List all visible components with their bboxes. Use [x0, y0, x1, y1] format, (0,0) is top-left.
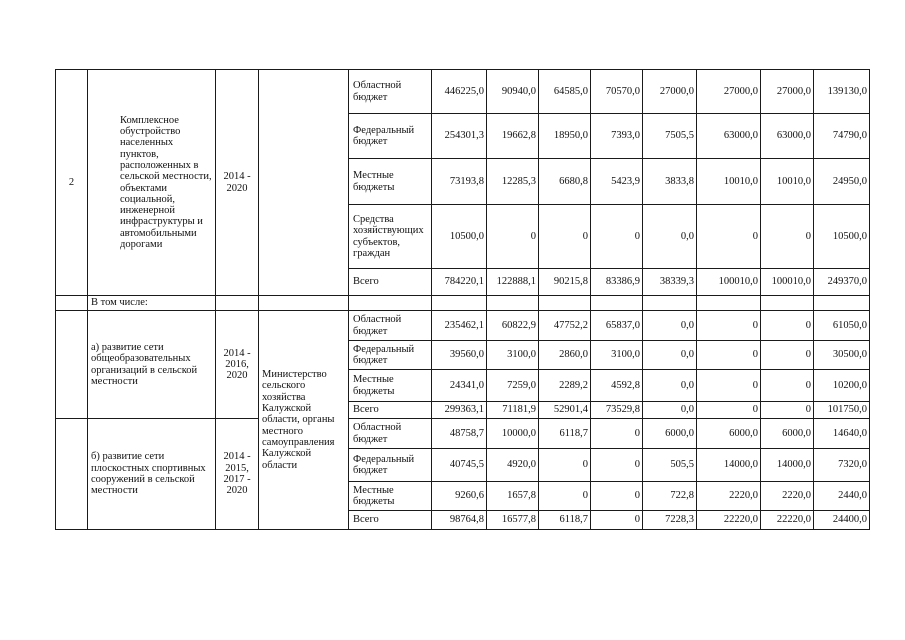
value-cell: 98764,8 [432, 511, 487, 530]
value-cell: 0 [761, 311, 814, 341]
value-cell: 0 [697, 205, 761, 269]
value-cell: 0 [539, 482, 591, 511]
value-cell: 16577,8 [487, 511, 539, 530]
empty-number-cell [56, 419, 88, 530]
value-cell: 83386,9 [591, 269, 643, 296]
value-cell: 2289,2 [539, 370, 591, 402]
value-cell: 48758,7 [432, 419, 487, 449]
value-cell: 722,8 [643, 482, 697, 511]
value-cell: 7505,5 [643, 114, 697, 159]
value-cell: 70570,0 [591, 70, 643, 114]
value-cell: 64585,0 [539, 70, 591, 114]
value-cell: 10500,0 [432, 205, 487, 269]
value-cell: 30500,0 [814, 341, 870, 370]
value-cell: 0 [697, 341, 761, 370]
program-title: Комплексное обустройство населенных пунктов, расположенных в сельской местности, объектами социальной, инженерной инфраструктуры и автомобильными дорогами [88, 70, 216, 296]
empty-cell [761, 296, 814, 311]
value-cell: 6118,7 [539, 511, 591, 530]
funding-source: Федеральный бюджет [349, 449, 432, 482]
value-cell: 0 [591, 482, 643, 511]
value-cell: 10500,0 [814, 205, 870, 269]
value-cell: 10010,0 [761, 159, 814, 205]
value-cell: 0 [539, 449, 591, 482]
value-cell: 3100,0 [591, 341, 643, 370]
value-cell: 63000,0 [761, 114, 814, 159]
value-cell: 784220,1 [432, 269, 487, 296]
value-cell: 22220,0 [761, 511, 814, 530]
funding-source: Местные бюджеты [349, 370, 432, 402]
value-cell: 2220,0 [761, 482, 814, 511]
value-cell: 0,0 [643, 205, 697, 269]
value-cell: 100010,0 [697, 269, 761, 296]
value-cell: 0,0 [643, 311, 697, 341]
value-cell: 1657,8 [487, 482, 539, 511]
value-cell: 90215,8 [539, 269, 591, 296]
value-cell: 65837,0 [591, 311, 643, 341]
value-cell: 2860,0 [539, 341, 591, 370]
value-cell: 38339,3 [643, 269, 697, 296]
empty-cell [349, 296, 432, 311]
value-cell: 0 [697, 402, 761, 419]
value-cell: 0 [591, 449, 643, 482]
table-row [56, 311, 870, 341]
program-period: 2014 - 2020 [216, 70, 259, 296]
value-cell: 74790,0 [814, 114, 870, 159]
table-row-including [56, 296, 870, 311]
value-cell: 249370,0 [814, 269, 870, 296]
value-cell: 2440,0 [814, 482, 870, 511]
value-cell: 0 [761, 402, 814, 419]
value-cell: 0,0 [643, 402, 697, 419]
value-cell: 446225,0 [432, 70, 487, 114]
value-cell: 0 [487, 205, 539, 269]
value-cell: 10200,0 [814, 370, 870, 402]
funding-source: Местные бюджеты [349, 482, 432, 511]
value-cell: 27000,0 [643, 70, 697, 114]
including-label: В том числе: [88, 296, 216, 311]
value-cell: 0 [591, 205, 643, 269]
funding-source: Средства хозяйствующих субъектов, граждан [349, 205, 432, 269]
value-cell: 0 [539, 205, 591, 269]
responsible-organization: Министерство сельского хозяйства Калужской области, органы местного самоуправления Калужской области [259, 311, 349, 530]
value-cell: 4920,0 [487, 449, 539, 482]
value-cell: 3833,8 [643, 159, 697, 205]
value-cell: 122888,1 [487, 269, 539, 296]
value-cell: 63000,0 [697, 114, 761, 159]
funding-source: Местные бюджеты [349, 159, 432, 205]
row-number: 2 [56, 70, 88, 296]
value-cell: 14640,0 [814, 419, 870, 449]
value-cell: 299363,1 [432, 402, 487, 419]
value-cell: 27000,0 [761, 70, 814, 114]
value-cell: 22220,0 [697, 511, 761, 530]
value-cell: 6118,7 [539, 419, 591, 449]
value-cell: 3100,0 [487, 341, 539, 370]
value-cell: 40745,5 [432, 449, 487, 482]
empty-cell [697, 296, 761, 311]
value-cell: 61050,0 [814, 311, 870, 341]
value-cell: 60822,9 [487, 311, 539, 341]
funding-source: Всего [349, 511, 432, 530]
empty-cell [814, 296, 870, 311]
value-cell: 24341,0 [432, 370, 487, 402]
value-cell: 0 [697, 311, 761, 341]
value-cell: 10000,0 [487, 419, 539, 449]
value-cell: 6680,8 [539, 159, 591, 205]
empty-cell [56, 296, 88, 311]
value-cell: 71181,9 [487, 402, 539, 419]
value-cell: 39560,0 [432, 341, 487, 370]
value-cell: 4592,8 [591, 370, 643, 402]
value-cell: 254301,3 [432, 114, 487, 159]
value-cell: 7228,3 [643, 511, 697, 530]
value-cell: 24400,0 [814, 511, 870, 530]
value-cell: 19662,8 [487, 114, 539, 159]
value-cell: 5423,9 [591, 159, 643, 205]
value-cell: 47752,2 [539, 311, 591, 341]
value-cell: 7259,0 [487, 370, 539, 402]
value-cell: 6000,0 [643, 419, 697, 449]
funding-source: Областной бюджет [349, 419, 432, 449]
funding-source: Федеральный бюджет [349, 341, 432, 370]
empty-cell [591, 296, 643, 311]
table-row [56, 70, 870, 114]
value-cell: 0 [697, 370, 761, 402]
value-cell: 0 [761, 205, 814, 269]
value-cell: 6000,0 [761, 419, 814, 449]
value-cell: 2220,0 [697, 482, 761, 511]
value-cell: 7320,0 [814, 449, 870, 482]
empty-cell [216, 296, 259, 311]
funding-source: Всего [349, 269, 432, 296]
empty-cell [432, 296, 487, 311]
value-cell: 27000,0 [697, 70, 761, 114]
subprogram-a-period: 2014 - 2016, 2020 [216, 311, 259, 419]
value-cell: 7393,0 [591, 114, 643, 159]
funding-source: Областной бюджет [349, 70, 432, 114]
value-cell: 0,0 [643, 370, 697, 402]
empty-cell [539, 296, 591, 311]
value-cell: 73529,8 [591, 402, 643, 419]
subprogram-a-title: а) развитие сети общеобразовательных организаций в сельской местности [88, 311, 216, 419]
table-row [56, 419, 870, 449]
funding-table [55, 69, 870, 530]
value-cell: 12285,3 [487, 159, 539, 205]
value-cell: 9260,6 [432, 482, 487, 511]
value-cell: 14000,0 [761, 449, 814, 482]
subprogram-b-title: б) развитие сети плоскостных спортивных сооружений в сельской местности [88, 419, 216, 530]
funding-source: Областной бюджет [349, 311, 432, 341]
value-cell: 52901,4 [539, 402, 591, 419]
value-cell: 0 [761, 341, 814, 370]
value-cell: 6000,0 [697, 419, 761, 449]
subprogram-b-period: 2014 - 2015, 2017 - 2020 [216, 419, 259, 530]
value-cell: 14000,0 [697, 449, 761, 482]
value-cell: 90940,0 [487, 70, 539, 114]
value-cell: 24950,0 [814, 159, 870, 205]
funding-source: Всего [349, 402, 432, 419]
empty-cell [643, 296, 697, 311]
value-cell: 101750,0 [814, 402, 870, 419]
value-cell: 18950,0 [539, 114, 591, 159]
funding-source: Федеральный бюджет [349, 114, 432, 159]
empty-cell [259, 296, 349, 311]
empty-cell [487, 296, 539, 311]
value-cell: 10010,0 [697, 159, 761, 205]
program-responsible-empty [259, 70, 349, 296]
value-cell: 0 [591, 511, 643, 530]
value-cell: 100010,0 [761, 269, 814, 296]
value-cell: 0,0 [643, 341, 697, 370]
value-cell: 505,5 [643, 449, 697, 482]
empty-number-cell [56, 311, 88, 419]
value-cell: 0 [591, 419, 643, 449]
value-cell: 0 [761, 370, 814, 402]
value-cell: 139130,0 [814, 70, 870, 114]
value-cell: 235462,1 [432, 311, 487, 341]
value-cell: 73193,8 [432, 159, 487, 205]
